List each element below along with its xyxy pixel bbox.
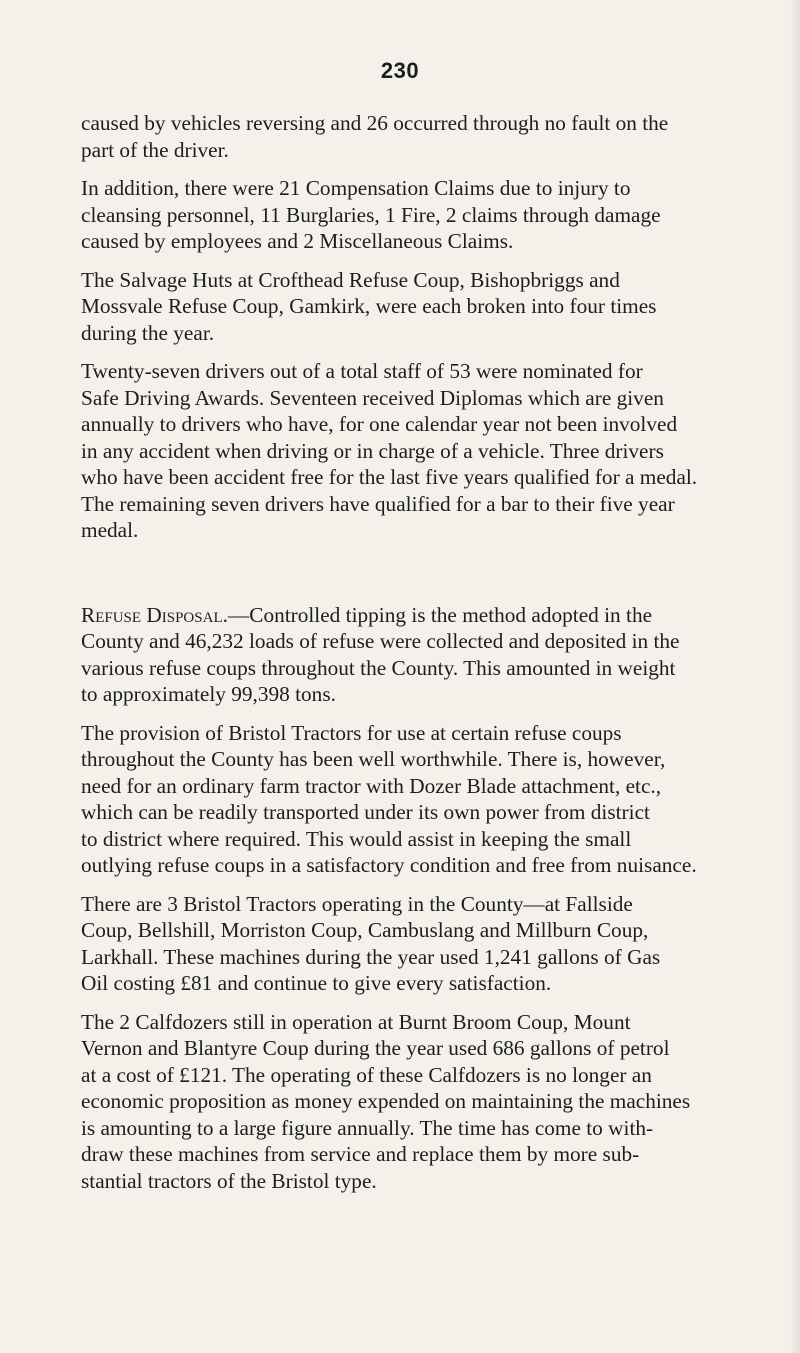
text-line: There are 3 Bristol Tractors operating in the County—at Fallside <box>81 891 633 916</box>
paragraph-compensation-claims <box>81 175 791 255</box>
text-line: throughout the County has been well worthwhile. There is, however, <box>81 747 666 771</box>
paragraph-safe-driving-awards <box>81 358 791 544</box>
body-text <box>81 110 791 1206</box>
text-line: In addition, there were 21 Compensation Claims due to injury to <box>81 176 631 200</box>
page-edge-shadow <box>790 0 800 1353</box>
paragraph-refuse-disposal <box>81 602 791 708</box>
text-line: County and 46,232 loads of refuse were collected and deposited in the <box>81 629 680 653</box>
text-fragment: —Controlled tipping is the method adopted in the <box>227 602 653 627</box>
text-line: caused by vehicles reversing and 26 occurred through no fault on the <box>81 111 669 135</box>
text-line: stantial tractors of the Bristol type. <box>81 1168 377 1193</box>
text-line: cleansing personnel, 11 Burglaries, 1 Fire, 2 claims through damage <box>81 202 661 227</box>
text-line: medal. <box>81 518 139 542</box>
text-line: various refuse coups throughout the County. This amounted in weight <box>81 655 676 680</box>
text-line: Safe Driving Awards. Seventeen received Diplomas which are given <box>81 385 664 410</box>
text-line: part of the driver. <box>81 137 229 162</box>
text-line: Coup, Bellshill, Morriston Coup, Cambuslang and Millburn Coup, <box>81 918 649 942</box>
text-line: is amounting to a large figure annually. The time has come to with- <box>81 1115 654 1140</box>
text-line: Twenty-seven drivers out of a total staff of 53 were nominated for <box>81 359 643 383</box>
text-line: The remaining seven drivers have qualified for a bar to their five year <box>81 491 675 516</box>
text-line: Vernon and Blantyre Coup during the year used 686 gallons of petrol <box>81 1036 670 1060</box>
text-line: The Salvage Huts at Crofthead Refuse Coup, Bishopbriggs and <box>81 267 620 292</box>
paragraph-vehicle-accidents <box>81 110 791 163</box>
text-line: caused by employees and 2 Miscellaneous Claims. <box>81 229 514 253</box>
text-line <box>81 602 791 629</box>
text-line: economic proposition as money expended on maintaining the machines <box>81 1089 691 1113</box>
text-line: draw these machines from service and replace them by more sub- <box>81 1142 640 1166</box>
text-line: Oil costing £81 and continue to give every satisfaction. <box>81 971 552 995</box>
text-line: at a cost of £121. The operating of these Calfdozers is no longer an <box>81 1062 652 1087</box>
text-line: which can be readily transported under its own power from district <box>81 800 650 824</box>
paragraph-salvage-huts <box>81 267 791 347</box>
paragraph-bristol-tractors-operating <box>81 891 791 997</box>
text-line: who have been accident free for the last five years qualified for a medal. <box>81 465 698 489</box>
text-line: to approximately 99,398 tons. <box>81 682 336 706</box>
text-line: during the year. <box>81 320 215 345</box>
text-line: outlying refuse coups in a satisfactory condition and free from nuisance. <box>81 853 697 877</box>
section-heading: Refuse Disposal. <box>81 602 228 627</box>
paragraph-calfdozers <box>81 1009 791 1195</box>
text-line: The provision of Bristol Tractors for use at certain refuse coups <box>81 720 622 745</box>
text-line: The 2 Calfdozers still in operation at Burnt Broom Coup, Mount <box>81 1009 631 1034</box>
text-line: to district where required. This would assist in keeping the small <box>81 826 632 851</box>
page-number: 230 <box>380 58 420 83</box>
text-line: annually to drivers who have, for one calendar year not been involved <box>81 412 678 436</box>
text-line: in any accident when driving or in charge of a vehicle. Three drivers <box>81 438 664 463</box>
paragraph-bristol-tractors-provision <box>81 720 791 879</box>
text-line: Larkhall. These machines during the year used 1,241 gallons of Gas <box>81 944 661 969</box>
text-line: need for an ordinary farm tractor with Dozer Blade attachment, etc., <box>81 773 662 798</box>
text-line: Mossvale Refuse Coup, Gamkirk, were each broken into four times <box>81 294 657 318</box>
